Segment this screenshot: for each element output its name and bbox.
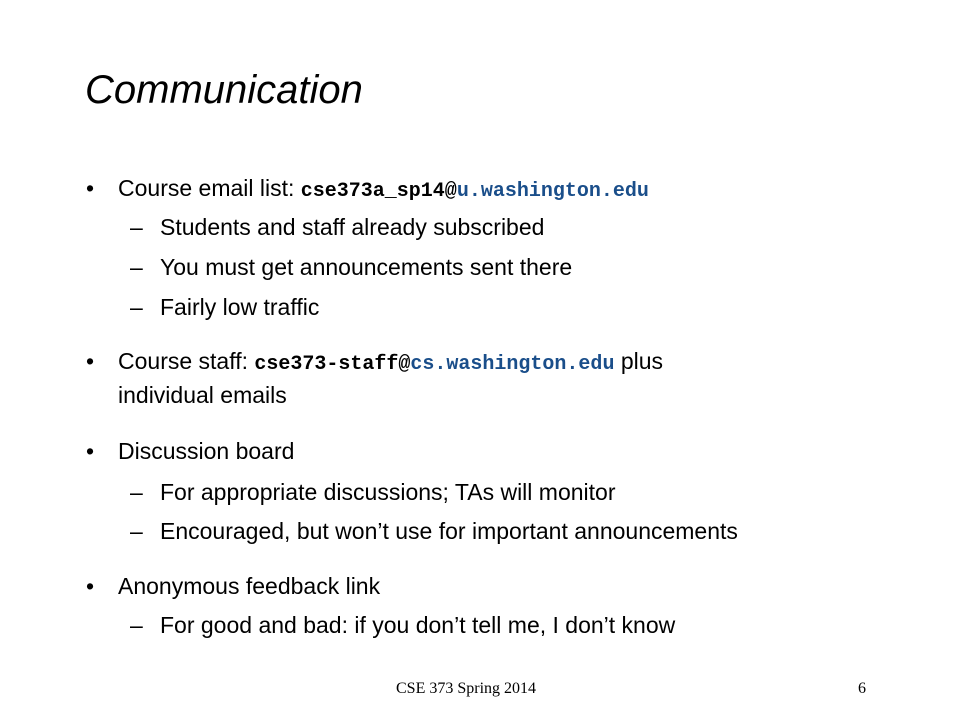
subitem-text: For appropriate discussions; TAs will monitor (160, 479, 616, 505)
slide-footer: CSE 373 Spring 2014 (396, 680, 537, 697)
email-list-domain: u.washington.edu (456, 180, 649, 203)
subitem-text: Encouraged, but won’t use for important announcements (160, 518, 738, 544)
bullet-course-staff-text (118, 346, 663, 380)
subitem-text: Students and staff already subscribed (160, 214, 545, 240)
feedback-label: Anonymous feedback link (118, 573, 381, 599)
course-staff-label: Course staff: (118, 348, 255, 374)
course-staff-suffix: plus (614, 348, 664, 374)
bullet-marker: • (86, 438, 95, 464)
course-staff-domain: cs.washington.edu (410, 353, 615, 376)
discussion-board-label: Discussion board (118, 438, 295, 464)
bullet-marker: • (86, 573, 95, 599)
slide-title: Communication (85, 68, 363, 112)
email-list-user: cse373a_sp14@ (300, 180, 457, 203)
dash-marker: – (130, 254, 143, 280)
bullet-marker: • (86, 175, 95, 201)
dash-marker: – (130, 518, 143, 544)
subitem-text: For good and bad: if you don’t tell me, I don’t know (160, 612, 676, 638)
page-number: 6 (858, 680, 866, 697)
dash-marker: – (130, 294, 143, 320)
dash-marker: – (130, 479, 143, 505)
bullet-marker: • (86, 348, 95, 374)
email-list-label: Course email list: (118, 175, 301, 201)
subitem-text: Fairly low traffic (160, 294, 320, 320)
dash-marker: – (130, 214, 143, 240)
dash-marker: – (130, 612, 143, 638)
bullet-email-list-text (118, 173, 649, 207)
course-staff-user: cse373-staff@ (254, 353, 411, 376)
course-staff-continuation: individual emails (118, 382, 287, 408)
subitem-text: You must get announcements sent there (160, 254, 573, 280)
